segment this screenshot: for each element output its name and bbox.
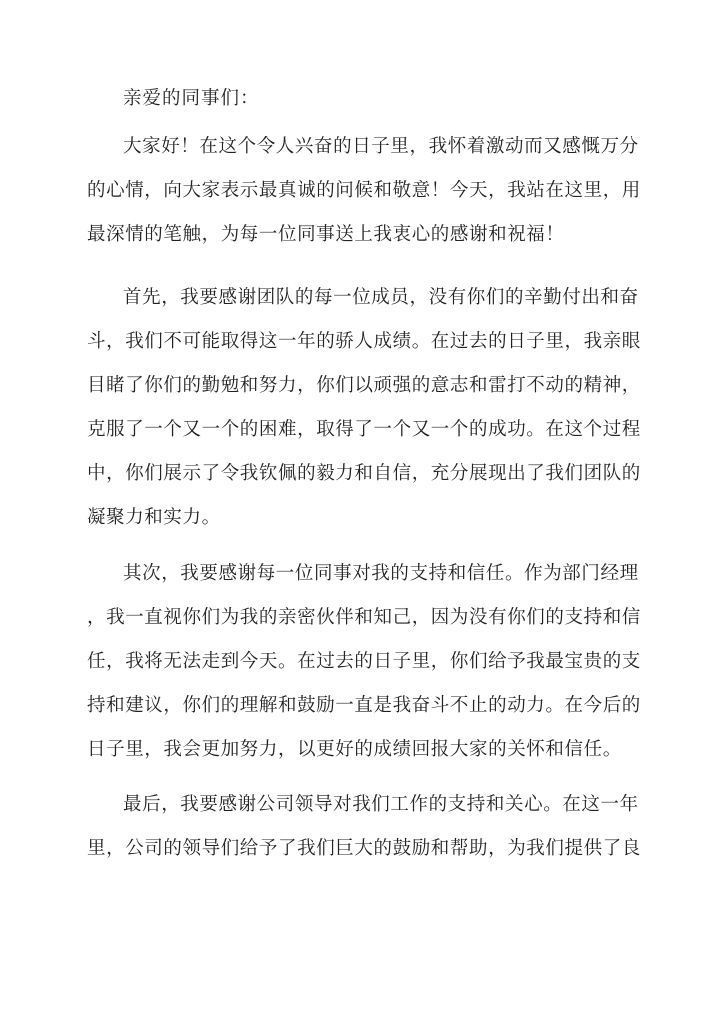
paragraph-line: 斗，我们不可能取得这一年的骄人成绩。在过去的日子里，我亲眼 [87,331,641,352]
paragraph-line: ，我一直视你们为我的亲密伙伴和知己，因为没有你们的支持和信 [87,607,641,628]
paragraph-line: 最后，我要感谢公司领导对我们工作的支持和关心。在这一年 [123,794,639,815]
paragraph-line: 首先，我要感谢团队的每一位成员，没有你们的辛勤付出和奋 [123,287,639,308]
paragraph-line: 凝聚力和实力。 [87,507,221,528]
paragraph-greeting [87,125,641,257]
paragraph-line: 任，我将无法走到今天。在过去的日子里，你们给予我最宝贵的支 [87,651,641,672]
paragraph-line: 克服了一个又一个的困难，取得了一个又一个的成功。在这个过程 [87,419,641,440]
paragraph-line: 其次，我要感谢每一位同事对我的支持和信任。作为部门经理 [123,563,639,584]
salutation: 亲爱的同事们： [123,88,260,109]
paragraph-thanks-colleagues [87,552,641,772]
paragraph-line: 目睹了你们的勤勉和努力，你们以顽强的意志和雷打不动的精神， [87,375,641,396]
paragraph-line: 持和建议，你们的理解和鼓励一直是我奋斗不止的动力。在今后的 [87,695,641,716]
paragraph-line: 日子里，我会更加努力，以更好的成绩回报大家的关怀和信任。 [87,739,622,760]
paragraph-line: 最深情的笔触，为每一位同事送上我衷心的感谢和祝福！ [87,224,565,245]
paragraph-thanks-team [87,276,641,540]
paragraph-line: 里，公司的领导们给予了我们巨大的鼓励和帮助，为我们提供了良 [87,838,641,859]
paragraph-thanks-leadership [87,783,641,871]
paragraph-line: 大家好！在这个令人兴奋的日子里，我怀着激动而又感慨万分 [123,136,639,157]
paragraph-line: 的心情，向大家表示最真诚的问候和敬意！今天，我站在这里，用 [87,180,641,201]
paragraph-line: 中，你们展示了令我钦佩的毅力和自信，充分展现出了我们团队的 [87,463,641,484]
